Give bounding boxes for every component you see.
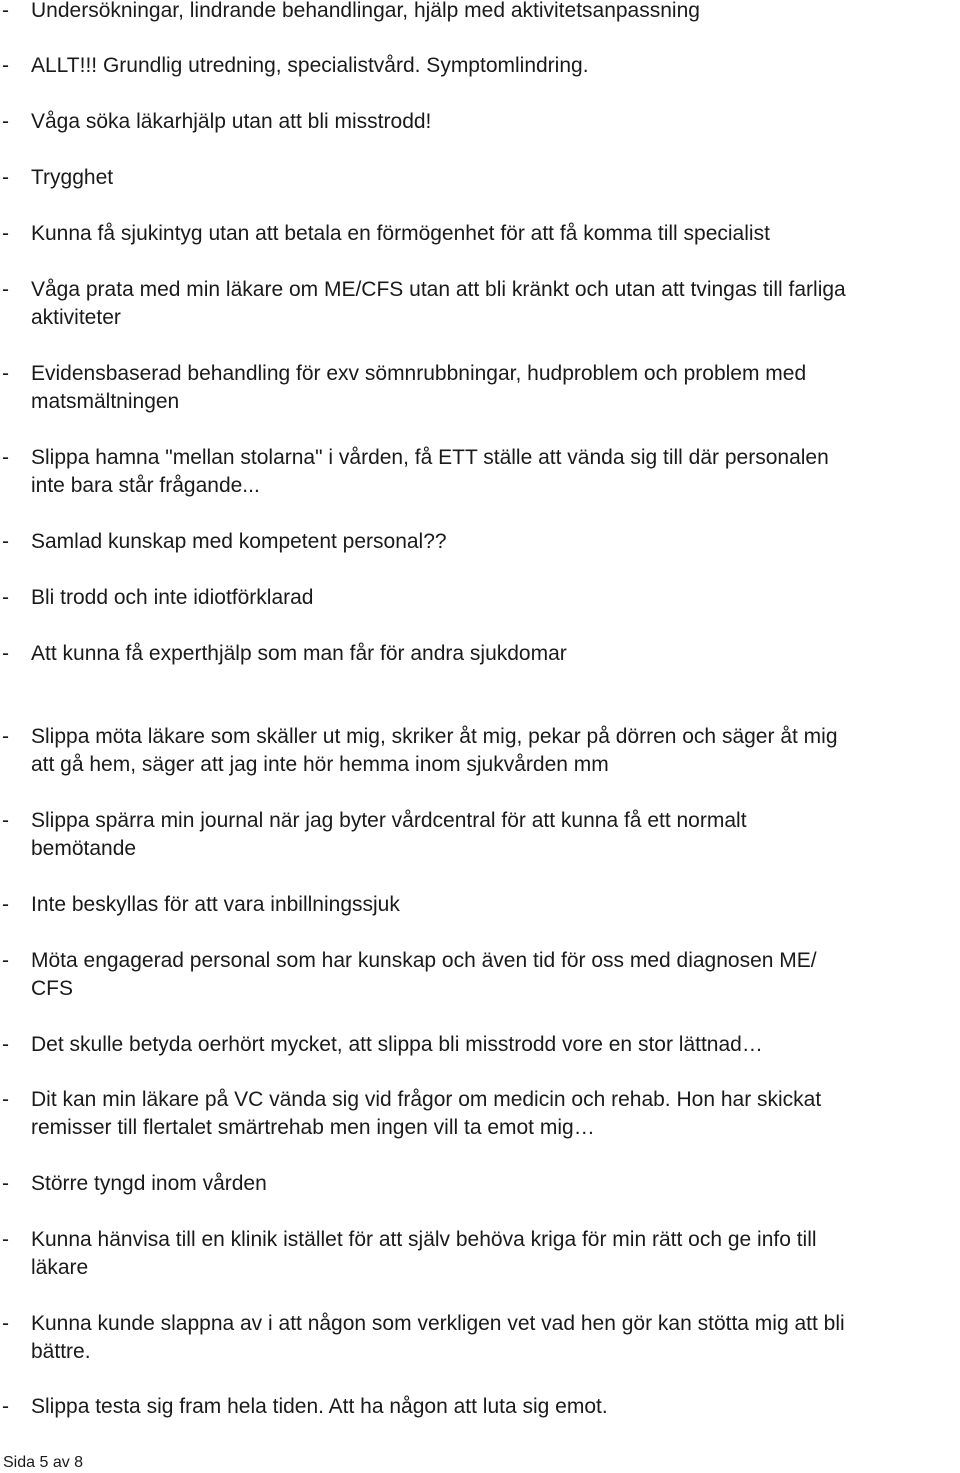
list-item-text: Kunna hänvisa till en klinik istället för att själv behöva kriga för min rätt och ge info till [31, 1228, 817, 1251]
bullet-dash: - [2, 1033, 9, 1056]
list-item-text: CFS [31, 977, 73, 1000]
bullet-dash: - [2, 586, 9, 609]
list-item-text: Undersökningar, lindrande behandlingar, hjälp med aktivitetsanpassning [31, 0, 700, 22]
list-item-text: matsmältningen [31, 390, 180, 413]
list-item-text: inte bara står frågande... [31, 474, 260, 497]
list-item-text: Våga söka läkarhjälp utan att bli misstrodd! [31, 110, 432, 133]
list-item-text: Dit kan min läkare på VC vända sig vid frågor om medicin och rehab. Hon har skickat [31, 1088, 822, 1111]
list-item [0, 1031, 960, 1059]
list-item [0, 220, 960, 248]
list-item-text: ALLT!!! Grundlig utredning, specialistvård. Symptomlindring. [31, 54, 589, 77]
bullet-dash: - [2, 893, 9, 916]
list-item-text: att gå hem, säger att jag inte hör hemma inom sjukvården mm [31, 753, 609, 776]
list-item [0, 1310, 960, 1366]
bullet-dash: - [2, 1395, 9, 1418]
list-item-text: Samlad kunskap med kompetent personal?? [31, 530, 447, 553]
list-item [0, 1393, 960, 1421]
bullet-dash: - [2, 1228, 9, 1251]
list-item [0, 584, 960, 612]
list-item [0, 164, 960, 192]
list-item-text: Slippa testa sig fram hela tiden. Att ha någon att luta sig emot. [31, 1395, 608, 1418]
bullet-dash: - [2, 725, 9, 748]
page-number: Sida 5 av 8 [3, 1454, 84, 1471]
list-item-text: Kunna få sjukintyg utan att betala en förmögenhet för att få komma till specialist [31, 222, 770, 245]
bullet-dash: - [2, 1312, 9, 1335]
list-item-text: Bli trodd och inte idiotförklarad [31, 586, 314, 609]
list-item-text: Att kunna få experthjälp som man får för andra sjukdomar [31, 642, 567, 665]
list-item-text: Trygghet [31, 166, 114, 189]
bullet-dash: - [2, 278, 9, 301]
list-item-text: Evidensbaserad behandling för exv sömnrubbningar, hudproblem och problem med [31, 362, 807, 385]
list-item-text: remisser till flertalet smärtrehab men ingen vill ta emot mig… [31, 1116, 595, 1139]
list-item [0, 1086, 960, 1142]
list-item-text: Större tyngd inom vården [31, 1172, 267, 1195]
bullet-dash: - [2, 642, 9, 665]
list-item-text: Våga prata med min läkare om ME/CFS utan att bli kränkt och utan att tvingas till farliga [31, 278, 846, 301]
bullet-dash: - [2, 809, 9, 832]
list-item-text: Slippa hamna "mellan stolarna" i vården, få ETT ställe att vända sig till där personalen [31, 446, 829, 469]
bullet-dash: - [2, 0, 9, 22]
list-item [0, 807, 960, 863]
list-item [0, 640, 960, 668]
list-item-text: Det skulle betyda oerhört mycket, att slippa bli misstrodd vore en stor lättnad… [31, 1033, 763, 1056]
list-item-text: Slippa spärra min journal när jag byter vårdcentral för att kunna få ett normalt [31, 809, 747, 832]
bullet-dash: - [2, 949, 9, 972]
list-item-text: Slippa möta läkare som skäller ut mig, skriker åt mig, pekar på dörren och säger åt mig [31, 725, 838, 748]
list-item [0, 444, 960, 500]
list-item-text: Inte beskyllas för att vara inbillningssjuk [31, 893, 400, 916]
list-item [0, 108, 960, 136]
bullet-dash: - [2, 54, 9, 77]
list-item [0, 0, 960, 25]
list-item [0, 360, 960, 416]
list-item-text: bättre. [31, 1340, 91, 1363]
bullet-dash: - [2, 1172, 9, 1195]
bullet-dash: - [2, 530, 9, 553]
list-item [0, 723, 960, 779]
list-item [0, 528, 960, 556]
list-item [0, 1170, 960, 1198]
bullet-dash: - [2, 1088, 9, 1111]
bullet-dash: - [2, 362, 9, 385]
list-item [0, 52, 960, 80]
list-item-text: Möta engagerad personal som har kunskap och även tid för oss med diagnosen ME/ [31, 949, 817, 972]
list-item-text: Kunna kunde slappna av i att någon som verkligen vet vad hen gör kan stötta mig att bli [31, 1312, 845, 1335]
bullet-dash: - [2, 110, 9, 133]
list-item [0, 891, 960, 919]
bullet-dash: - [2, 166, 9, 189]
list-item-text: aktiviteter [31, 306, 121, 329]
list-item [0, 947, 960, 1003]
bullet-dash: - [2, 222, 9, 245]
list-item-text: bemötande [31, 837, 137, 860]
list-item [0, 1226, 960, 1282]
list-item-text: läkare [31, 1256, 89, 1279]
list-item [0, 276, 960, 332]
bullet-dash: - [2, 446, 9, 469]
